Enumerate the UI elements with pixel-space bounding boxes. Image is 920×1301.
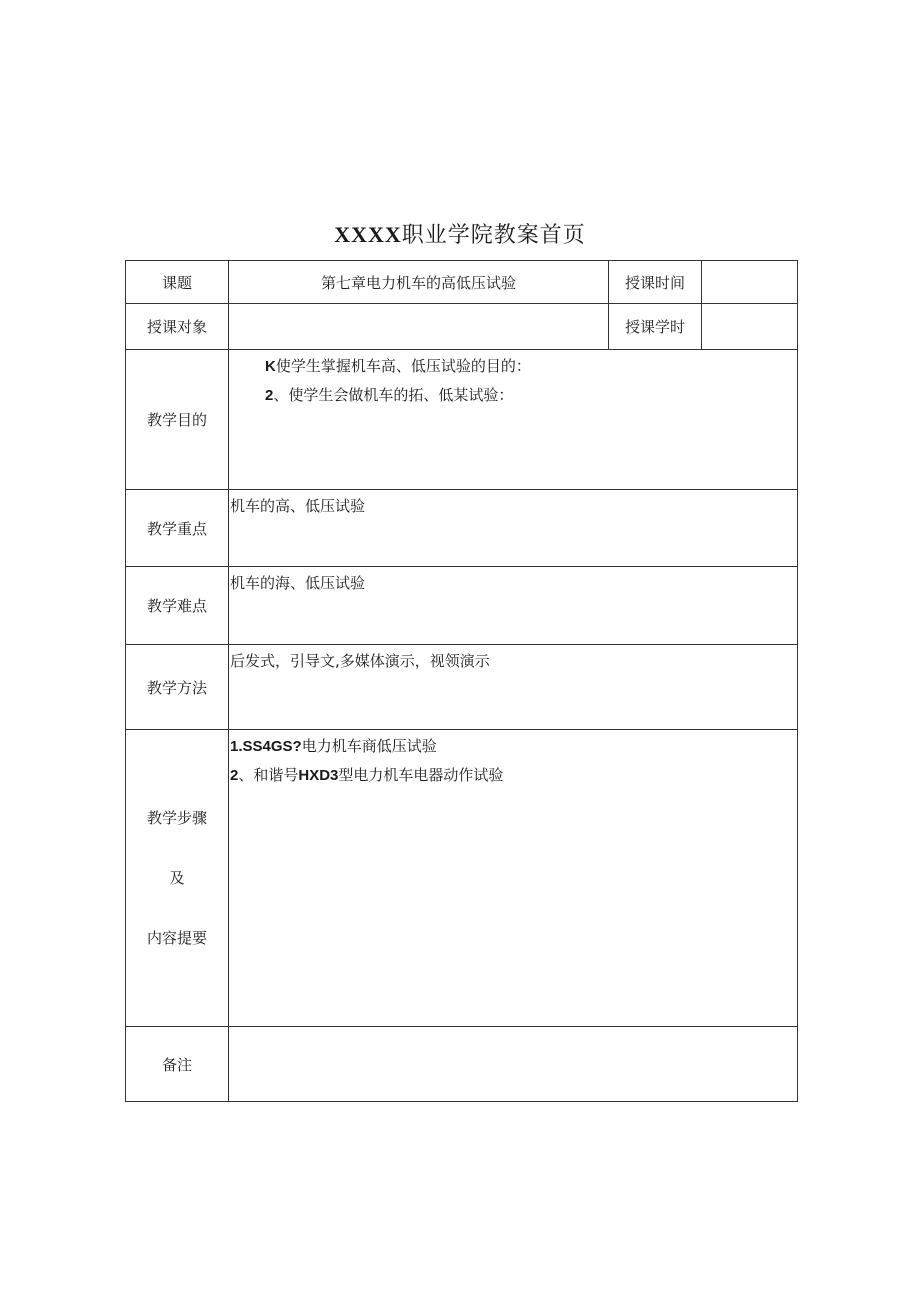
key-value: 机车的高、低压试验 <box>230 497 366 515</box>
audience-label: 授课对象 <box>126 304 229 350</box>
row-steps <box>126 730 798 1027</box>
steps-item-2: 2、和谐号HXD3型电力机车电器动作试验 <box>230 766 504 784</box>
method-value: 后发式，引导文,多媒体演示，视领演示 <box>230 652 490 670</box>
difficulty-value: 机车的海、低压试验 <box>230 574 366 592</box>
row-remarks <box>126 1027 798 1102</box>
steps-label <box>126 730 229 1027</box>
steps-label-line-3: 内容提要 <box>146 929 207 947</box>
remarks-value <box>229 1027 798 1102</box>
title-main: 职业学院教案首页 <box>401 223 586 248</box>
subject-label: 课题 <box>126 261 229 304</box>
time-value <box>702 261 798 304</box>
title-prefix: XXXX <box>334 222 402 247</box>
lesson-plan-table <box>125 260 798 1102</box>
hours-label: 授课学时 <box>609 304 702 350</box>
hours-value <box>702 304 798 350</box>
method-label: 教学方法 <box>126 645 229 730</box>
difficulty-label: 教学难点 <box>126 567 229 645</box>
row-key-points <box>126 490 798 567</box>
objective-label: 教学目的 <box>126 350 229 490</box>
steps-label-line-2: 及 <box>169 869 185 887</box>
row-subject <box>126 261 798 304</box>
row-audience <box>126 304 798 350</box>
steps-content <box>229 730 798 1027</box>
remarks-label: 备注 <box>126 1027 229 1102</box>
objective-item-2: 2、使学生会做机车的拓、低某试验： <box>265 386 514 404</box>
time-label: 授课时间 <box>609 261 702 304</box>
row-difficulty <box>126 567 798 645</box>
steps-item-1: 1.SS4GS?电力机车商低压试验 <box>230 737 437 755</box>
key-content <box>229 490 798 567</box>
objective-content <box>229 350 798 490</box>
objective-item-1: K使学生掌握机车高、低压试验的目的： <box>265 357 531 375</box>
difficulty-content <box>229 567 798 645</box>
method-content <box>229 645 798 730</box>
key-label: 教学重点 <box>126 490 229 567</box>
subject-value: 第七章电力机车的高低压试验 <box>229 261 609 304</box>
audience-value <box>229 304 609 350</box>
page-title <box>0 218 920 249</box>
row-method <box>126 645 798 730</box>
steps-label-line-1: 教学步骤 <box>146 809 207 827</box>
row-objective <box>126 350 798 490</box>
